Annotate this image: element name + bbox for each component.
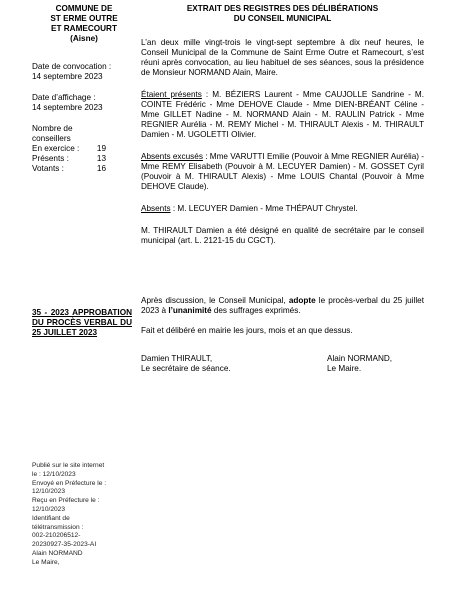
footer-line: 20230927-35-2023-AI [32, 541, 97, 549]
maire-signature [327, 354, 424, 374]
votants-value: 16 [96, 164, 106, 173]
footer-line: Reçu en Préfecture le : [32, 497, 100, 505]
excuses-paragraph [141, 152, 424, 192]
excuses-heading: Absents excusés [141, 152, 203, 161]
agenda-title: 35 - 2023 APPROBATION DU PROCÈS VERBAL DU 25 JUILLET 2023 [32, 308, 132, 337]
presents-label: Présents : [32, 154, 69, 163]
footer-line: Publié sur le site internet [32, 462, 105, 469]
stat-votants [32, 164, 106, 174]
exercice-label: En exercice : [32, 144, 80, 153]
commune-line: COMMUNE DE [55, 4, 113, 13]
left-column [32, 4, 136, 174]
maire-name: Alain NORMAND, [327, 354, 393, 363]
affichage-date: 14 septembre 2023 [32, 103, 103, 112]
convocation-block [32, 62, 136, 82]
footer-line: Envoyé en Préfecture le : [32, 479, 107, 487]
secretaire-role: Le secrétaire de séance. [141, 364, 231, 373]
footer-line: 12/10/2023 [32, 488, 66, 496]
conseillers-stats [32, 124, 136, 174]
commune-header [32, 4, 136, 44]
decision-text-c: des suffrages exprimés. [211, 306, 301, 315]
secretaire-paragraph: M. THIRAULT Damien a été désigné en qualité de secrétaire par le conseil municipal (art. L. 2121-15 du CGCT). [141, 226, 424, 245]
exercice-value: 19 [96, 144, 106, 153]
transmission-footer [32, 462, 128, 568]
signature-block [141, 354, 424, 374]
footer-line: Le Maire, [32, 558, 60, 566]
presents-paragraph [141, 90, 424, 140]
footer-line: 002-210206512- [32, 532, 81, 540]
absents-list: : M. LECUYER Damien - Mme THÉPAUT Chrystel. [170, 204, 358, 213]
commune-line: (Aisne) [70, 34, 98, 43]
convocation-date: 14 septembre 2023 [32, 72, 103, 81]
stat-exercice [32, 144, 106, 154]
excuses-list: : Mme VARUTTI Emilie (Pouvoir à Mme REGNIER Aurélia) - Mme REMY Elisabeth (Pouvoir à M. LECUYER Damien) - M. GOSSET Cyril (Pouvoir à M. THIRAULT Alexis) - Mme LOUIS Chantal (Pouvoir à Mme DEHOVE Claude). [141, 152, 424, 191]
commune-line: ST ERME OUTRE [50, 14, 118, 23]
convocation-label: Date de convocation : [32, 62, 112, 71]
presents-value: 13 [96, 154, 106, 163]
intro-paragraph: L’an deux mille vingt-trois le vingt-sept septembre à dix neuf heures, le Conseil Municipal de la Commune de Saint Erme Outre et Ramecourt, s’est réuni après convocation, au lieu habituel de ses séances, sous la présidence de Monsieur NORMAND Alain, Maire. [141, 38, 424, 77]
presents-list: : M. BÉZIERS Laurent - Mme CAUJOLLE Sandrine - M. COINTE Frédéric - Mme DEHOVE Claude - Mme DIEN-BRÉANT Céline - Mme GILLET Nadine - M. NORMAND Alain - M. RAULIN Patrick - Mme REGNIER Aurélia - M. REMY Michel - M. THIRAULT Alexis - M. THIRAULT Damien - M. UGOLETTI Olivier. [141, 90, 424, 139]
decision-text-b: le procès-verbal du 25 juillet 2023 à [141, 296, 424, 315]
title-line: EXTRAIT DES REGISTRES DES DÉLIBÉRATIONS [186, 4, 379, 13]
decision-adopte: adopte [288, 296, 316, 305]
decision-paragraph [141, 296, 424, 316]
nombre-label: Nombre de conseillers [32, 124, 73, 143]
absents-heading: Absents [141, 204, 171, 213]
affichage-label: Date d’affichage : [32, 93, 96, 102]
decision-unanimite: l’unanimité [168, 306, 212, 315]
agenda-body [141, 296, 424, 374]
affichage-block [32, 93, 136, 113]
absents-paragraph [141, 204, 424, 214]
right-column [141, 4, 424, 258]
presents-heading: Étaient présents [141, 90, 202, 99]
maire-role: Le Maire. [327, 364, 362, 373]
footer-line: Identifiant de [32, 514, 70, 522]
document-title [141, 4, 424, 24]
secretaire-signature [141, 354, 327, 374]
secretaire-name: Damien THIRAULT, [141, 354, 213, 363]
fait-paragraph: Fait et délibéré en mairie les jours, mois et an que dessus. [141, 326, 353, 335]
votants-label: Votants : [32, 164, 64, 173]
commune-line: ET RAMECOURT [51, 24, 117, 33]
stat-presents [32, 154, 106, 164]
decision-text-a: Après discussion, le Conseil Municipal, [141, 296, 289, 305]
footer-line: 12/10/2023 [32, 505, 66, 513]
footer-line: télétransmission : [32, 523, 84, 531]
title-line: DU CONSEIL MUNICIPAL [233, 14, 332, 23]
footer-line: le : 12/10/2023 [32, 470, 76, 478]
footer-line: Alain NORMAND [32, 549, 83, 557]
